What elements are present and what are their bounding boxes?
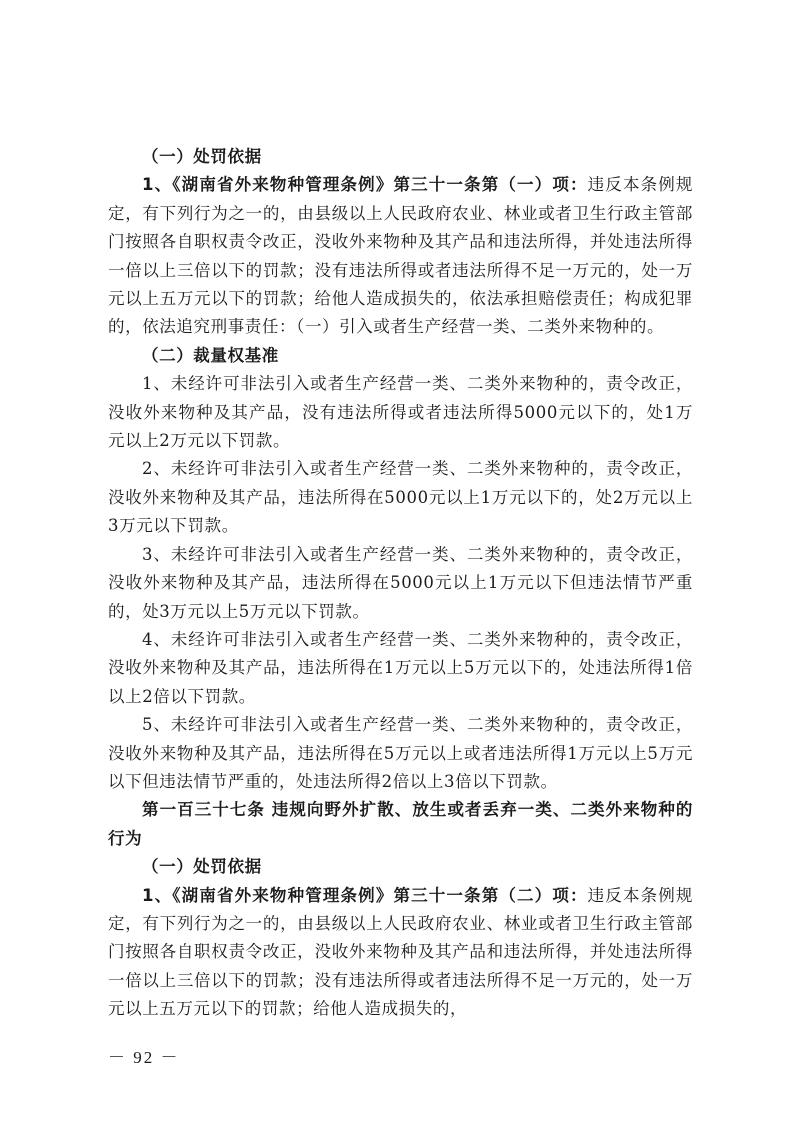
- paragraph-text: 违反本条例规定，有下列行为之一的，由县级以上人民政府农业、林业或者卫生行政主管部门按照各自职权责令改正，没收外来物种及其产品和违法所得，并处违法所得一倍以上三倍以下的罚款；没有违法所得或者违法所得不足一万元的，处一万元以上五万元以下的罚款；给他人造成损失的，依法承担赔偿责任；构成犯罪的，依法追究刑事责任：（一）引入或者生产经营一类、二类外来物种的。: [108, 175, 693, 337]
- section-heading-discretion-standard: （二）裁量权基准: [142, 345, 279, 365]
- section-heading-penalty-basis-2: （一）处罚依据: [142, 857, 262, 877]
- paragraph-article-31-item-2: [108, 882, 693, 1024]
- article-137-heading: 第一百三十七条 违规向野外扩散、放生或者丢弃一类、二类外来物种的行为: [108, 800, 693, 848]
- article-citation-2: 1、《湖南省外来物种管理条例》第三十一条第（二）项：: [142, 885, 588, 905]
- discretion-item-4: 4、未经许可非法引入或者生产经营一类、二类外来物种的，责令改正，没收外来物种及其产品，违法所得在1万元以上5万元以下的，处违法所得1倍以上2倍以下罚款。: [108, 629, 693, 706]
- article-citation: 1、《湖南省外来物种管理条例》第三十一条第（一）项：: [142, 175, 588, 195]
- document-body: [108, 143, 693, 1024]
- discretion-item-3: 3、未经许可非法引入或者生产经营一类、二类外来物种的，责令改正，没收外来物种及其产品，违法所得在5000元以上1万元以下但违法情节严重的，处3万元以上5万元以下罚款。: [108, 544, 693, 621]
- paragraph-text-2: 违反本条例规定，有下列行为之一的，由县级以上人民政府农业、林业或者卫生行政主管部门按照各自职权责令改正，没收外来物种及其产品和违法所得，并处违法所得一倍以上三倍以下的罚款；没有违法所得或者违法所得不足一万元的，处一万元以上五万元以下的罚款；给他人造成损失的，: [108, 885, 693, 1019]
- discretion-item-2: 2、未经许可非法引入或者生产经营一类、二类外来物种的，责令改正，没收外来物种及其产品，违法所得在5000元以上1万元以下的，处2万元以上3万元以下罚款。: [108, 459, 693, 536]
- discretion-item-1: 1、未经许可非法引入或者生产经营一类、二类外来物种的，责令改正，没收外来物种及其产品，没有违法所得或者违法所得5000元以下的，处1万元以上2万元以下罚款。: [108, 374, 693, 451]
- page-number: － 92 －: [108, 1048, 180, 1067]
- section-heading-penalty-basis: （一）处罚依据: [142, 147, 262, 166]
- discretion-item-5: 5、未经许可非法引入或者生产经营一类、二类外来物种的，责令改正，没收外来物种及其产品，违法所得在5万元以上或者违法所得1万元以上5万元以下但违法情节严重的，处违法所得2倍以上3倍以下罚款。: [108, 715, 693, 791]
- paragraph-article-31-item-1: [108, 171, 693, 341]
